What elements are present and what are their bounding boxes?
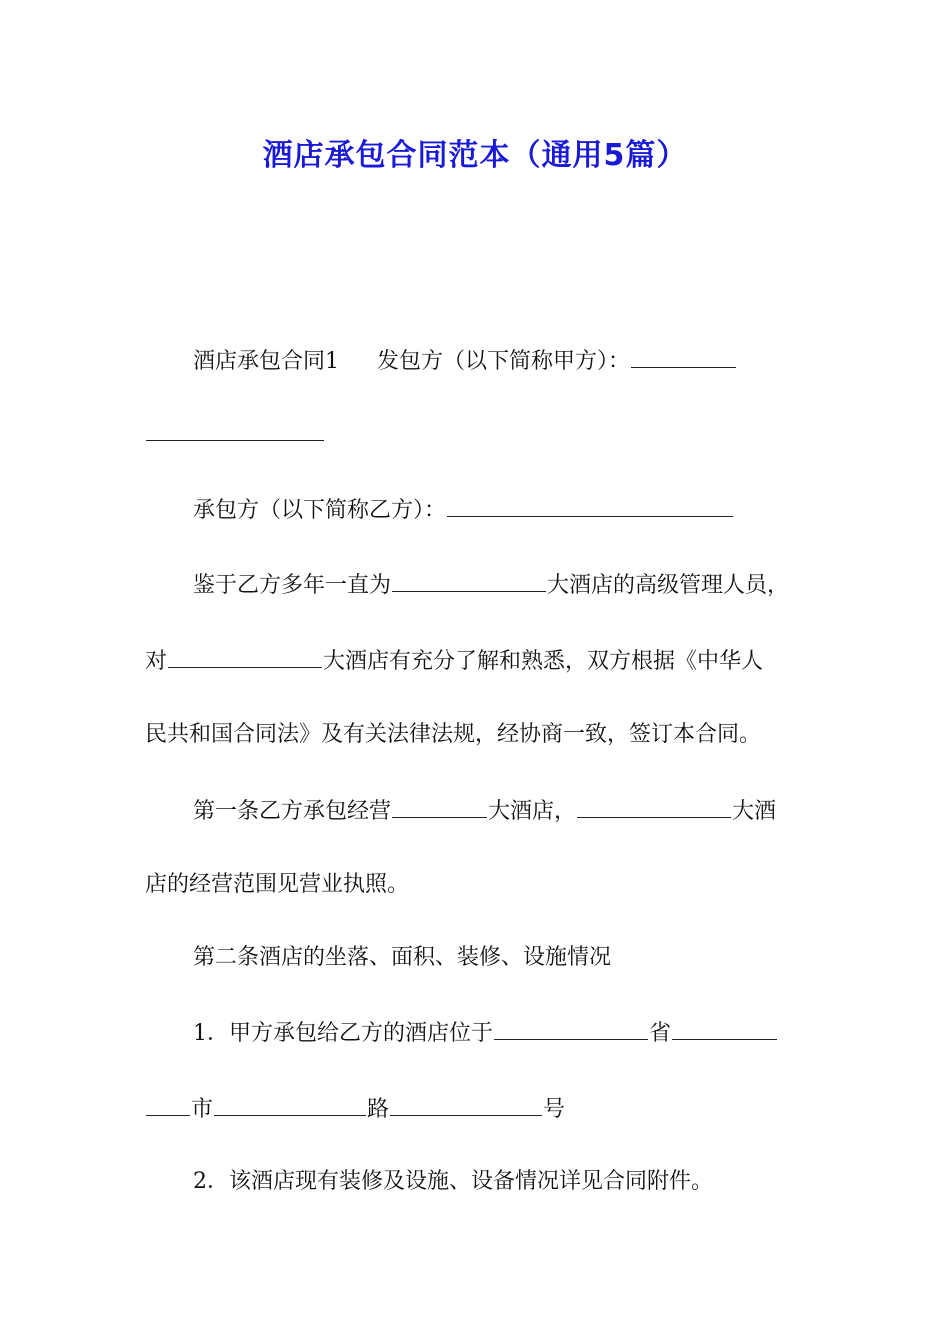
text-segment: 大酒店， [488,799,577,824]
paragraph-line [145,720,810,750]
paragraph-line [193,569,810,601]
document-title: 酒店承包合同范本（通用5篇） [262,138,688,173]
text-segment: 市 [191,1097,214,1122]
fill-blank [672,1017,777,1040]
text-segment: 民共和国合同法》及有关法律法规，经协商一致，签订本合同。 [145,722,762,747]
text-segment: 1．甲方承包给乙方的酒店位于 [193,1021,493,1046]
text-segment: 省 [649,1021,672,1046]
text-segment: 店的经营范围见营业执照。 [145,872,410,897]
paragraph-line [193,795,810,827]
paragraph-line [193,345,810,377]
paragraph-line [145,418,810,450]
fill-blank [390,1093,542,1116]
fill-blank [168,645,322,668]
fill-blank [577,795,731,818]
paragraph-line [145,870,810,900]
text-segment: 第一条乙方承包经营 [193,799,392,824]
contractor-label: 承包方（以下简称乙方）： [193,498,447,523]
text-segment: 路 [367,1097,390,1122]
employer-label: 发包方（以下简称甲方）： [377,349,631,374]
paragraph-line [193,494,810,526]
text-segment: 大酒 [732,799,777,824]
fill-blank [447,494,733,517]
text-segment: 鉴于乙方多年一直为 [193,573,392,598]
paragraph-line [145,1093,810,1125]
fill-blank [146,1093,190,1116]
text-segment: 号 [543,1097,566,1122]
paragraph-line [193,1167,810,1197]
section-heading [193,943,810,973]
text-segment: 大酒店的高级管理人员， [547,573,790,598]
text-segment: 对 [145,649,168,674]
fill-blank [214,1093,366,1116]
text-segment: 大酒店有充分了解和熟悉，双方根据《中华人 [323,649,764,674]
fill-blank [631,345,736,368]
text-segment: 2．该酒店现有装修及设施、设备情况详见合同附件。 [193,1169,713,1194]
fill-blank [392,569,546,592]
fill-blank [494,1017,648,1040]
fill-blank [146,418,324,441]
text-segment: 第二条酒店的坐落、面积、装修、设施情况 [193,945,612,970]
fill-blank [392,795,487,818]
paragraph-line [145,645,810,677]
contract-heading: 酒店承包合同1 [193,349,339,374]
paragraph-line [193,1017,810,1049]
